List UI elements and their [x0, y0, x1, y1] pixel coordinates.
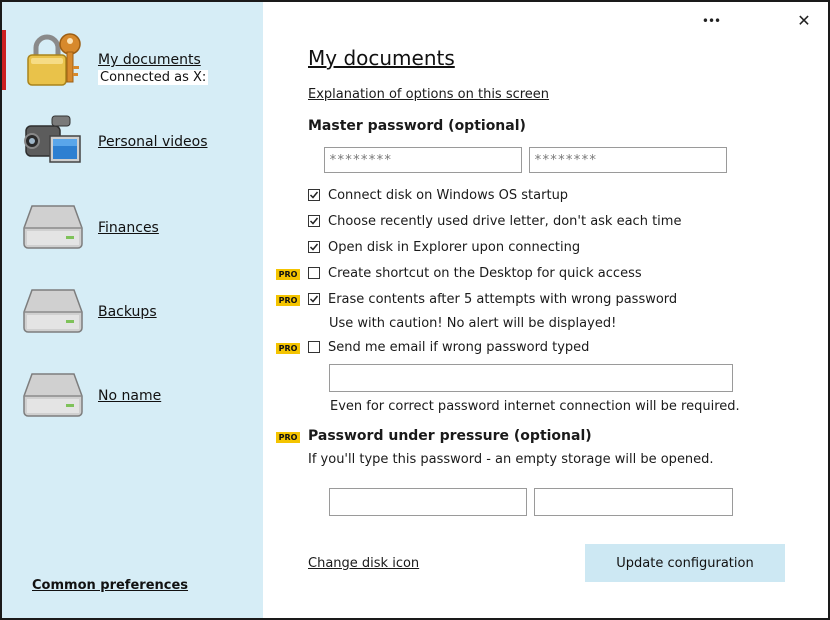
- sidebar-item-no-name[interactable]: [2, 366, 263, 442]
- common-preferences-link[interactable]: Common preferences: [32, 578, 189, 593]
- check-icon: [309, 242, 319, 252]
- pressure-note: If you'll type this password - an empty storage will be opened.: [308, 452, 714, 467]
- pressure-password-heading: Password under pressure (optional): [308, 428, 592, 444]
- pressure-password-input[interactable]: [329, 488, 527, 516]
- master-password-input[interactable]: [324, 147, 522, 173]
- checkbox[interactable]: [308, 341, 320, 353]
- explanation-link[interactable]: Explanation of options on this screen: [308, 87, 550, 102]
- check-icon: [309, 294, 319, 304]
- option-label: Connect disk on Windows OS startup: [328, 187, 569, 203]
- checkbox[interactable]: [308, 267, 320, 279]
- more-options-icon[interactable]: •••: [701, 14, 721, 28]
- connection-status: Connected as X:: [100, 70, 207, 85]
- camcorder-icon: [22, 112, 84, 172]
- option-label: Erase contents after 5 attempts with wrong password: [328, 291, 678, 307]
- checkbox[interactable]: [308, 189, 320, 201]
- pro-badge: PRO: [276, 295, 300, 306]
- sidebar-item-backups[interactable]: [2, 282, 263, 358]
- option-label: Choose recently used drive letter, don't ask each time: [328, 213, 682, 229]
- option-send-email[interactable]: [308, 338, 589, 356]
- master-password-confirm-input[interactable]: [529, 147, 727, 173]
- sidebar-item-label[interactable]: Finances: [98, 220, 159, 236]
- sidebar-item-my-documents[interactable]: [2, 30, 263, 106]
- pro-badge: PRO: [276, 269, 300, 280]
- page-title: My documents: [308, 46, 455, 70]
- option-label: Open disk in Explorer upon connecting: [328, 239, 581, 255]
- sidebar-item-label[interactable]: No name: [98, 388, 162, 404]
- pro-badge: PRO: [276, 432, 300, 443]
- lock-key-icon: [22, 30, 84, 90]
- hard-drive-icon: [22, 366, 84, 426]
- option-connect-startup[interactable]: [308, 186, 568, 204]
- sidebar: [2, 2, 263, 618]
- check-icon: [309, 190, 319, 200]
- checkbox[interactable]: [308, 293, 320, 305]
- sidebar-item-label[interactable]: My documents: [98, 52, 201, 68]
- erase-warning: Use with caution! No alert will be displayed!: [329, 316, 617, 331]
- master-password-heading: Master password (optional): [308, 118, 526, 134]
- sidebar-item-personal-videos[interactable]: [2, 112, 263, 188]
- option-recent-letter[interactable]: [308, 212, 681, 230]
- sidebar-item-finances[interactable]: [2, 198, 263, 274]
- email-note: Even for correct password internet connection will be required.: [330, 399, 740, 414]
- option-open-explorer[interactable]: [308, 238, 580, 256]
- option-desktop-shortcut[interactable]: [308, 264, 642, 282]
- sidebar-item-label[interactable]: Backups: [98, 304, 157, 320]
- main-panel: [263, 2, 828, 618]
- checkbox[interactable]: [308, 241, 320, 253]
- sidebar-item-label[interactable]: Personal videos: [98, 134, 208, 150]
- check-icon: [309, 216, 319, 226]
- checkbox[interactable]: [308, 215, 320, 227]
- pressure-password-confirm-input[interactable]: [534, 488, 733, 516]
- pro-badge: PRO: [276, 343, 300, 354]
- option-label: Create shortcut on the Desktop for quick access: [328, 265, 642, 281]
- option-label: Send me email if wrong password typed: [328, 339, 590, 355]
- hard-drive-icon: [22, 282, 84, 342]
- update-configuration-button[interactable]: Update configuration: [585, 544, 785, 582]
- email-field[interactable]: [329, 364, 733, 392]
- change-disk-icon-link[interactable]: Change disk icon: [308, 556, 420, 571]
- hard-drive-icon: [22, 198, 84, 258]
- option-erase-contents[interactable]: [308, 290, 677, 308]
- close-icon[interactable]: ✕: [797, 11, 811, 30]
